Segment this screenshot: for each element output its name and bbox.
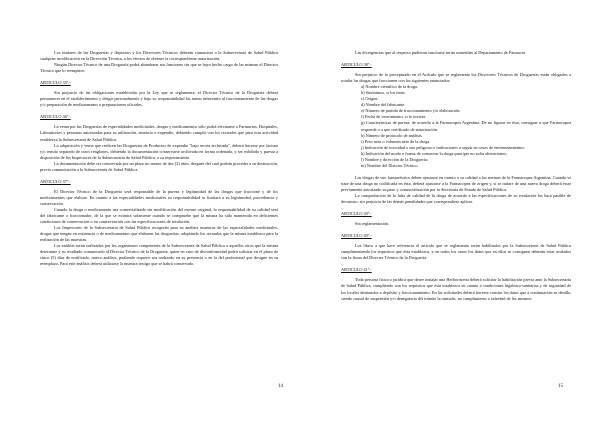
paragraph: El Director Técnico de la Droguería será responsable de la pureza y legitimidad de las drogas que fraccione y de los medicamentos que elabore. En cuanto a las especialidades medicinales su responsabilidad se limitará a su legitimidad, procedencia y conservación. [40,188,278,206]
list-item: i) Peso neto o volumen neto de la droga. [361,138,431,144]
paragraph: Las divergencias que al respecto pudieran suscitarse serán sometidas al Departamento de Farmacia. [355,50,526,55]
article-heading: ARTICULO 40º.- [341,233,372,239]
list-item: a) Nombre científico de la droga. [361,84,419,90]
paragraph: La comprobación de la falta de calidad de la droga de acuerdo a las especificaciones de su rotulación las hará pasible de decomiso, sin perjuicio de las demás penalidades que correspondiere aplicar. [341,192,571,205]
paragraph: Los libros a que hace referencia el artículo que se reglamenta serán habilitados por la Subsecretaría de Salud Pública cumplimentando los requisitos que ésta establezca, y en todos los casos los datos que en ellos se consignen deberán estar avalados con la firma del Director Técnico de la Droguería. [341,243,571,261]
article-heading: ARTICULO 38º.- [341,62,372,68]
paragraph: Las drogas de uso farmacéutico deben ajustarse en cuanto a su calidad a las normas de la Farmacopea Argentina. Cuando se trate de una droga no codificada en ésta, deberá ajustarse a la Farmacopea de origen y, si se tratare de una nueva droga deberá estar previamente autorizado su paso y comercialización por la Secretaría de Estado de Salud Pública. [341,174,571,192]
paragraph: Los Inspectores de la Subsecretaría de Salud Pública recogerán para su análisis muestras de las especialidades medicinales, drogas que tengan en existencia o de medicamentos que elaboren las droguerías, adoptando los recaudos que la misma establezca para la realización de las muestras. [40,225,278,243]
left-text-column [40,50,278,273]
list-item: m) Nombre del Director Técnico. [361,162,419,168]
paragraph: La documentación debe ser conservada por un plazo no menor de dos (2) años, después del cual podrán proceder a su destrucción, previa comunicación a la Subsecretaría de Salud Pública. [40,160,278,172]
list-item: k) Indicación del modo o forma de conservar la droga para que no sufra alteraciones; [361,150,508,156]
list-item: g) Características de pureza, de acuerdo a la Farmacopea Argentina. De no figurar en ésta, consignar a que Farmacopea responde o a que certificado de autorización. [361,120,571,132]
right-page [300,0,600,424]
paragraph: Sin reglamentación. [355,221,390,227]
list-item: d) Nombre del fabricante. [361,102,406,108]
page-number: 14 [278,384,283,389]
paragraph: Los titulares de las Droguerías y depósitos y los Directores Técnicos deberán comunicar a la Subsecretaría de Salud Pública cualquier modificación en la Dirección Técnica, a los efectos de obtener la correspondiente autorización. [40,50,278,62]
article-heading: ARTICULO 41º.- [341,267,372,273]
article-heading: ARTICULO 37º.- [40,178,71,184]
paragraph: Sin perjuicio de lo preceptuado en el Artículo que se reglamenta los Directores Técnicos de Droguerías están obligados a rotular las drogas que fraccionen con los siguientes enunciados: [341,72,571,84]
paragraph: Los análisis serán realizados por los organismos competentes de la Subsecretaría de Salud Pública o aquellos otros que la misma determine y su resultado comunicado al Director Técnico de la Droguería, quien en caso de disconformidad podrá solicitar en el plazo de cinco (5) días de notificado, nuevo análisis, pudiendo requerir sea realizado en su presencia o en la del profesional que designe en su reemplazo. Para este análisis deberá utilizarse la muestra testigo que se habrá conservado. [40,243,278,267]
paragraph: Ningún Director Técnico de una Droguería podrá abandonar sus funciones sin que se haya hecho cargo de las mismas el Director Técnico que lo reemplace. [40,62,278,74]
list-item: b) Sinónimos, si los tiene. [361,90,406,96]
list-item: h) Número de protocolo de análisis. [361,132,423,138]
page-number: 15 [558,384,563,389]
paragraph: La adquisición y venta que realicen las Droguerías de Productos de expendio "bajo receta archivada", deberá hacerse por factura y/o remito separado de otros renglones, debiendo la documentación conservarse archivada en forma ordenada, y ser exhibida y puesta a disposición de los Inspectores de la Subsecretaría de Salud Pública, a su requerimiento. [40,142,278,160]
list-item: l) Nombre y dirección de la Droguería; [361,156,429,162]
paragraph: Cuando la droga o medicamento sea comercializado sin modificación del envase original, la responsabilidad de su calidad será del fabricante o fraccionador, de la que se eximirá solamente cuando se compruebe que la misma ha sido mantenida en deficientes condiciones de conservación o en contravención con las especificaciones de rotulación. [40,206,278,225]
paragraph: Sin perjuicio de las obligaciones establecidas por la Ley que se reglamenta, el Director Técnico de la Droguería deberá permanecer en el establecimiento y dirigir personalmente y bajo su responsabilidad las tareas inherentes al fraccionamiento de las drogas y/o preparación de medicamentos o preparaciones oficiales. [40,90,278,108]
label-requirements-list [341,84,571,169]
list-item: j) Indicación de toxicidad o uso peligroso e indicaciones a seguir en casos de envenenamientos. [361,144,526,150]
list-item: c) Origen. [361,96,379,102]
right-text-column [341,50,571,308]
paragraph: Toda persona física o jurídica que desee instalar una Herboristería deberá solicitar la habilitación previa ante la Subsecretaría de Salud Pública, cumpliendo con los requisitos que ésta establezca en cuanto a condiciones higiénico-sanitarias y de seguridad de los locales destinados a depósito y fraccionamiento. En las solicitudes deberá hacerse constar los datos que a continuación se detalla, siendo causal de suspensión y/o denegatoria del trámite la omisión, no cumplimiento o falsedad de los mismos: [341,277,571,301]
list-item: e) Número de partida de fraccionamiento y/o elaboración. [361,108,461,114]
paragraph: La venta por las Droguerías de especialidades medicinales, drogas y medicamentos sólo podrá efectuarse a Farmacias, Hospitales, Laboratorios y personas autorizadas para su utilización, tenencia o expendio, debiendo cumplir con los recaudos que para esta actividad establezca la Subsecretaría de Salud Pública. [40,124,278,142]
list-item: f) Fecha de vencimiento, si lo tuviera. [361,114,427,120]
article-heading: ARTICULO 36º.- [40,114,71,120]
article-heading: ARTICULO 39º.- [341,211,372,217]
article-heading: ARTICULO 35º.- [40,80,71,86]
